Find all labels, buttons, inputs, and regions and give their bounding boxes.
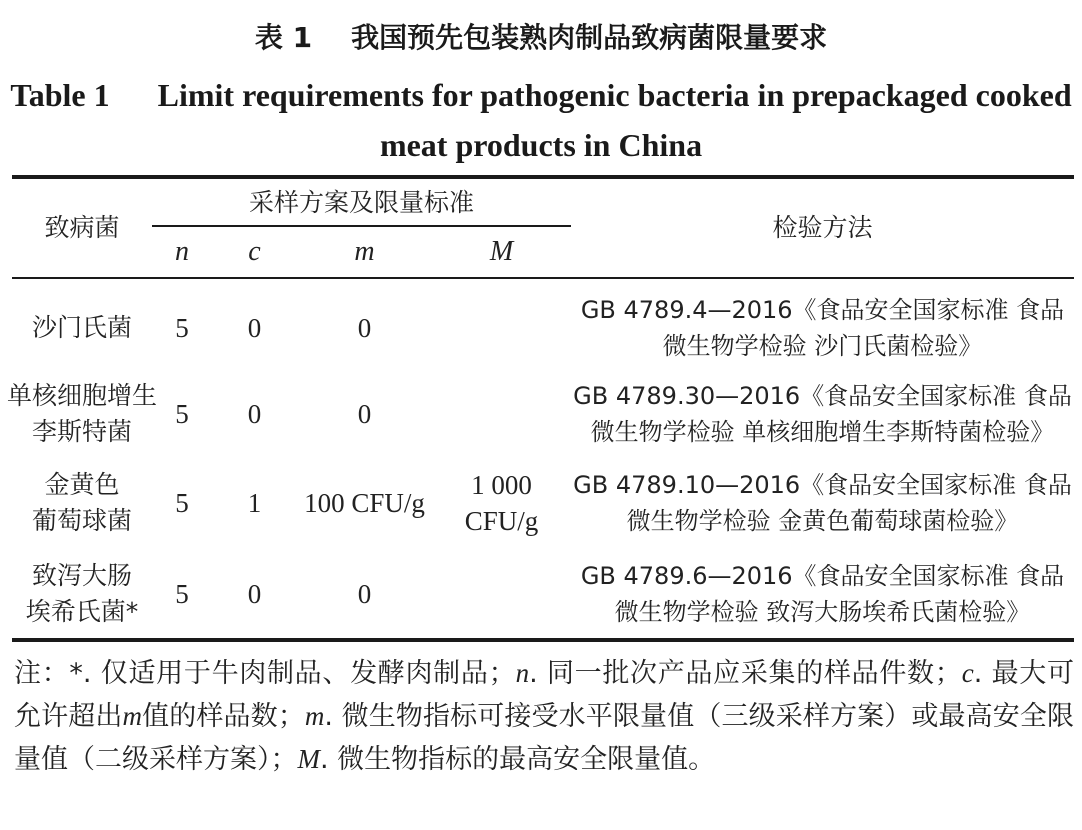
header-c: c [248,236,261,267]
note-part-3: . 最大可允许超出 [14,658,1074,732]
row-3-pathogen-line-2: 葡萄球菌 [31,505,132,535]
table-footnote [14,652,1074,781]
row-3-n: 5 [175,487,189,518]
header-n: n [175,236,189,267]
header-M: M [489,236,514,267]
row-2-method-line-1: GB 4789.30—2016《食品安全国家标准 食品 [573,381,1072,410]
note-m-symbol-1: m [122,701,143,731]
row-3-method [571,465,1074,540]
row-2-pathogen-line-1: 单核细胞增生 [6,380,157,410]
note-part-4: 值的样品数； [142,701,305,732]
row-4-m: 0 [357,578,372,609]
row-1-method-line-2: 微生物学检验 沙门氏菌检验》 [662,331,983,360]
note-n-symbol: n [515,658,530,688]
row-4-pathogen [12,556,152,631]
row-1-method-line-1: GB 4789.4—2016《食品安全国家标准 食品 [580,295,1065,324]
row-1-pathogen [12,290,152,365]
table-number-label: Table 1 [10,77,110,113]
row-4-method-line-2: 微生物学检验 致泻大肠埃希氏菌检验》 [614,597,1031,626]
table-top-rule [12,175,1074,179]
row-1-pathogen-line-1: 沙门氏菌 [31,312,132,342]
row-2-method [571,376,1074,451]
row-2-n: 5 [175,398,189,429]
row-4-n: 5 [175,578,189,609]
table-title-english-text: Limit requirements for pathogenic bacteria in prepackaged cooked meat products in China [157,77,1072,163]
row-3-c: 1 [247,487,262,518]
header-bottom-rule [12,277,1074,279]
row-3-pathogen-line-1: 金黄色 [44,469,120,499]
table-title-chinese: 表 1 我国预先包装熟肉制品致病菌限量要求 [254,21,828,54]
row-1-method [571,290,1074,365]
row-2-M [432,376,571,451]
row-4-pathogen-line-1: 致泻大肠 [31,560,132,590]
note-m-symbol-2: m [304,701,325,731]
row-2-method-line-2: 微生物学检验 单核细胞增生李斯特菌检验》 [590,417,1055,446]
row-4-method-line-1: GB 4789.6—2016《食品安全国家标准 食品 [580,561,1065,590]
header-pathogen: 致病菌 [44,213,120,242]
note-part-1: 注：*. 仅适用于牛肉制品、发酵肉制品； [14,658,516,689]
note-part-6: . 微生物指标的最高安全限量值。 [320,744,716,775]
header-m: m [354,236,375,267]
row-3-method-line-1: GB 4789.10—2016《食品安全国家标准 食品 [573,470,1072,499]
row-1-c: 0 [247,312,262,343]
row-4-c: 0 [247,578,262,609]
row-3-m: 100 CFU/g [304,487,425,518]
row-3-method-line-2: 微生物学检验 金黄色葡萄球菌检验》 [626,506,1019,535]
note-part-2: . 同一批次产品应采集的样品件数； [529,658,962,689]
header-test-method: 检验方法 [772,213,873,242]
row-1-M [432,290,571,365]
row-4-M [432,556,571,631]
header-sampling-plan: 采样方案及限量标准 [248,188,474,217]
row-2-m: 0 [357,398,372,429]
row-2-pathogen-line-2: 李斯特菌 [31,416,132,446]
row-2-pathogen [6,376,158,451]
note-part-5: . 微生物指标可接受水平限量值（三级采样方案）或最高安全限量值（二级采样方案）； [14,701,1075,775]
note-M-symbol: M [297,744,320,774]
row-3-pathogen [12,465,152,540]
row-3-M: 1 000 CFU/g [464,469,539,536]
note-c-symbol: c [961,658,974,688]
table-bottom-rule [12,638,1074,642]
row-1-m: 0 [357,312,372,343]
row-2-c: 0 [247,398,262,429]
row-4-method [571,556,1074,631]
row-4-pathogen-line-2: 埃希氏菌* [25,596,139,626]
sampling-header-underline [152,225,571,227]
table-title-english [0,70,1082,170]
row-1-n: 5 [175,312,189,343]
